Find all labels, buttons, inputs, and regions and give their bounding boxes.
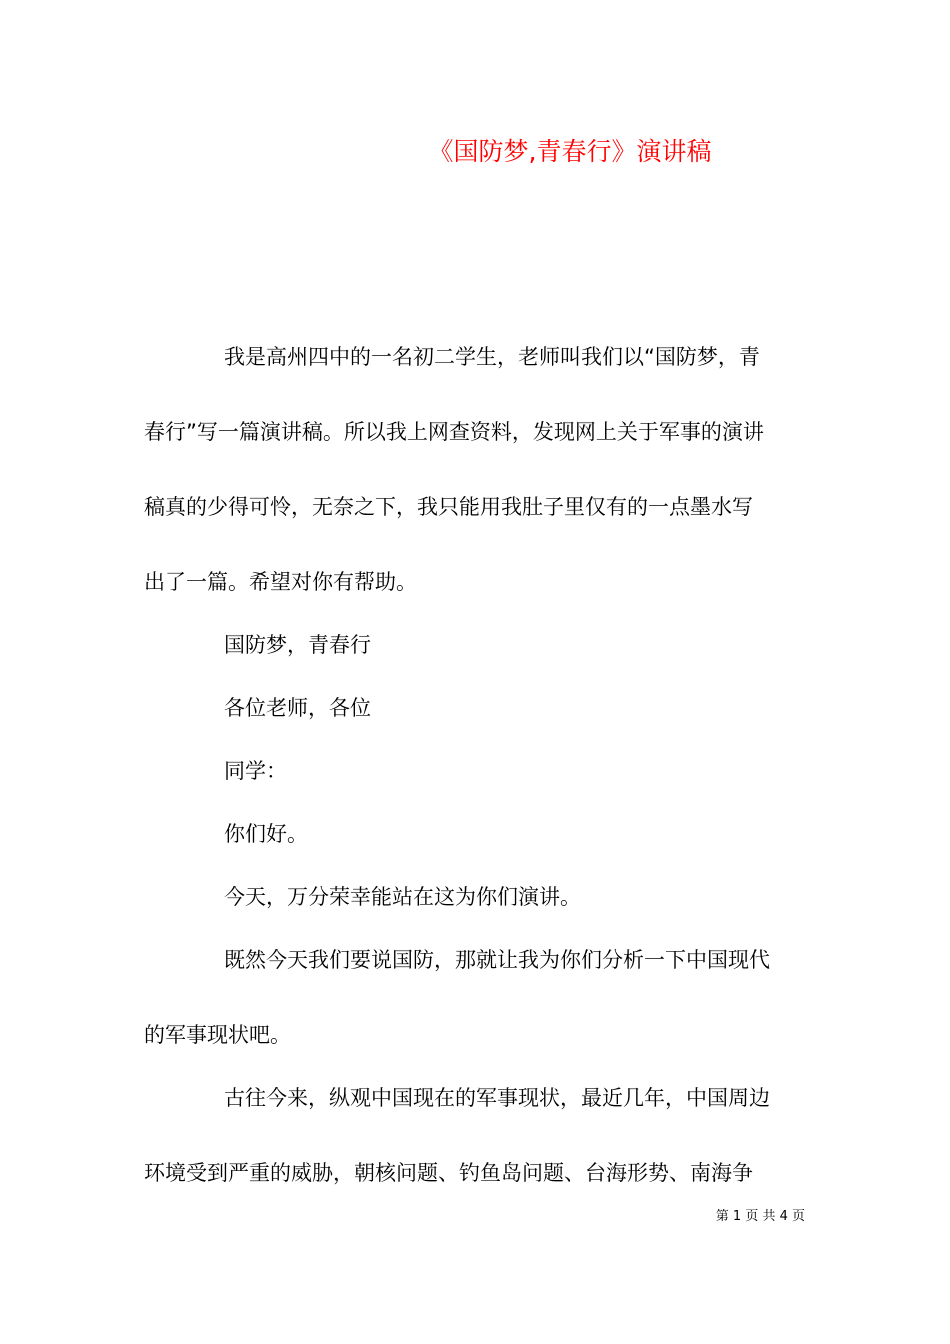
text-line: 同学： [224, 759, 287, 783]
text-line: 春行”写一篇演讲稿。所以我上网查资料，发现网上关于军事的演讲 [144, 420, 764, 444]
paragraph-honor [144, 876, 806, 939]
paragraph-hello [144, 813, 806, 876]
text-line: 你们好。 [224, 822, 308, 846]
paragraph-analysis [144, 939, 806, 1077]
text-line: 既然今天我们要说国防，那就让我为你们分析一下中国现代 [224, 948, 770, 972]
text-line: 环境受到严重的威胁，朝核问题、钓鱼岛问题、台海形势、南海争 [144, 1161, 753, 1185]
text-line: 我是高州四中的一名初二学生，老师叫我们以“国防梦，青 [224, 345, 760, 369]
text-line: 各位老师，各位 [224, 696, 371, 720]
paragraph-greeting-2 [144, 750, 806, 813]
document-body [144, 336, 806, 1227]
text-line: 今天，万分荣幸能站在这为你们演讲。 [224, 885, 581, 909]
paragraph-intro [144, 336, 806, 624]
paragraph-situation [144, 1077, 806, 1227]
paragraph-greeting-1 [144, 687, 806, 750]
text-line: 古往今来，纵观中国现在的军事现状，最近几年，中国周边 [224, 1086, 770, 1110]
paragraph-speech-title [144, 624, 806, 687]
page-number-footer: 第 1 页 共 4 页 [715, 1209, 805, 1224]
text-line: 出了一篇。希望对你有帮助。 [144, 570, 417, 594]
text-line: 稿真的少得可怜，无奈之下，我只能用我肚子里仅有的一点墨水写 [144, 495, 753, 519]
text-line: 国防梦，青春行 [224, 633, 371, 657]
text-line: 的军事现状吧。 [144, 1023, 291, 1047]
document-title: 《国防梦,青春行》演讲稿 [428, 137, 712, 166]
